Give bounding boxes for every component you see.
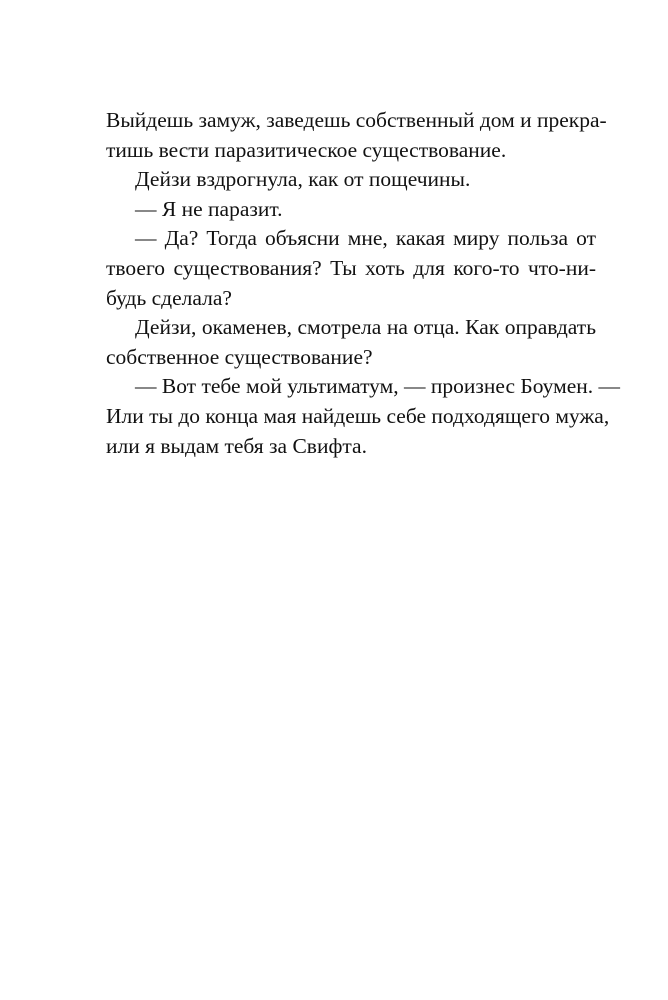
text-line: Или ты до конца мая найдешь себе подходящего мужа,: [106, 403, 610, 428]
body-text: [106, 106, 621, 461]
text-line: — Я не паразит.: [135, 196, 283, 221]
text-line: или я выдам тебя за Свифта.: [106, 433, 367, 458]
text-line: Дейзи, окаменев, смотрела на отца. Как оправдать: [135, 315, 596, 340]
text-line: — Вот тебе мой ультиматум, — произнес Боумен. —: [135, 374, 621, 399]
text-line: твоего существования? Ты хоть для кого-то что-ни-: [106, 255, 596, 280]
text-line: будь сделала?: [106, 285, 232, 310]
text-line: Выйдешь замуж, заведешь собственный дом и прекра-: [106, 108, 607, 132]
text-line: — Да? Тогда объясни мне, какая миру польза от: [135, 226, 596, 251]
text-line: тишь вести паразитическое существование.: [106, 137, 507, 162]
text-line: Дейзи вздрогнула, как от пощечины.: [135, 167, 471, 192]
text-line: собственное существование?: [106, 344, 373, 369]
